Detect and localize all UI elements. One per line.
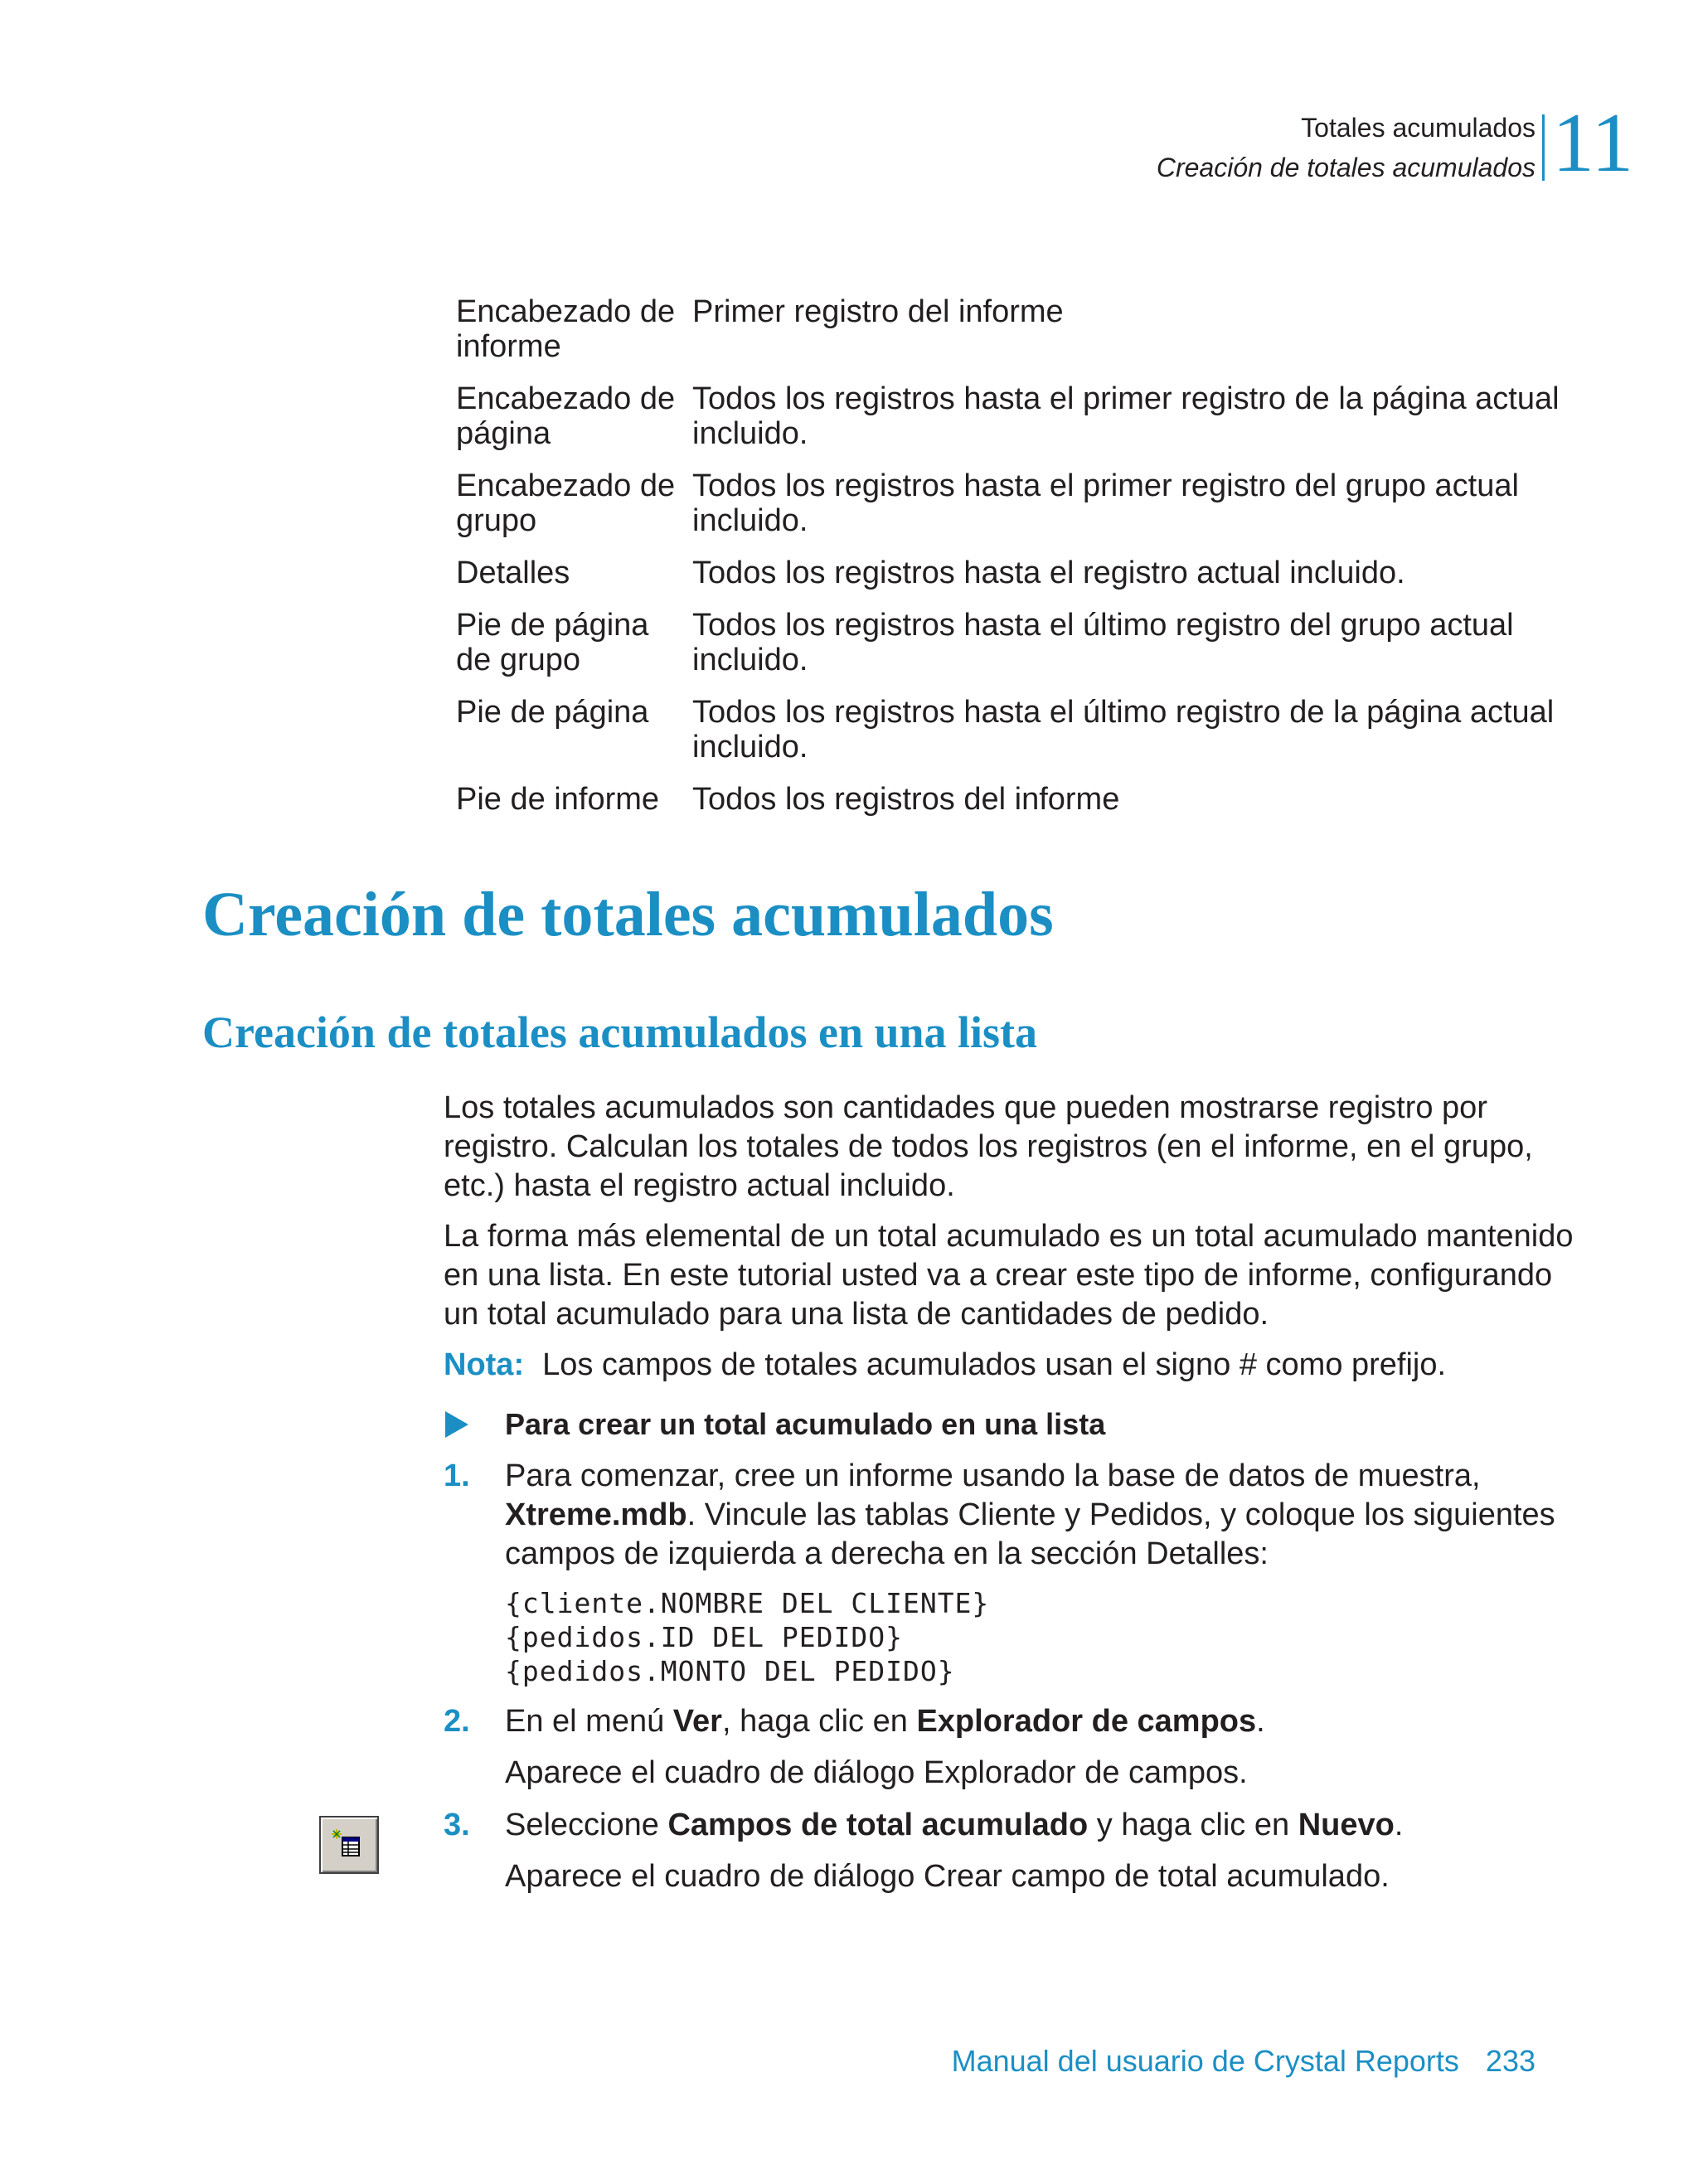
code-line: {pedidos.ID DEL PEDIDO}	[505, 1621, 903, 1653]
field-list-code	[505, 1586, 989, 1688]
table-row	[456, 468, 1584, 538]
table-cell-section: Pie de página	[456, 695, 649, 730]
step-result: Aparece el cuadro de diálogo Explorador de campos.	[505, 1755, 1248, 1790]
new-running-total-icon-graphic	[321, 1818, 377, 1872]
step-result: Aparece el cuadro de diálogo Crear campo de total acumulado.	[505, 1859, 1390, 1894]
header-divider	[1542, 114, 1545, 181]
step-text-part: , haga clic en	[721, 1704, 917, 1739]
table-cell-records: Todos los registros hasta el registro actual incluido.	[692, 556, 1405, 590]
step-text-part: En el menú	[505, 1704, 673, 1739]
page-footer	[952, 2042, 1535, 2080]
step-number: 3.	[444, 1808, 470, 1842]
database-name: Xtreme.mdb	[505, 1497, 687, 1532]
note-text: Los campos de totales acumulados usan el signo # como prefijo.	[542, 1347, 1447, 1382]
section-records-table	[456, 294, 1584, 834]
step-text-part: .	[1394, 1808, 1404, 1842]
note-label: Nota:	[444, 1347, 525, 1382]
table-cell-records: Todos los registros hasta el primer registro de la página actual incluido.	[692, 381, 1560, 451]
table-cell-section: Detalles	[456, 556, 570, 590]
step-text	[505, 1806, 1588, 1845]
step-text-part: .	[1256, 1704, 1265, 1739]
intro-paragraph: Los totales acumulados son cantidades que pueden mostrarse registro por registro. Calculan los totales de todos los registros (en el informe, en el grupo, etc.) hasta el registro actual incluido.	[444, 1090, 1533, 1203]
table-row	[456, 556, 1584, 590]
command-name: Explorador de campos	[916, 1704, 1257, 1739]
step-text-part: Seleccione	[505, 1808, 668, 1842]
table-cell-records: Todos los registros del informe	[692, 782, 1120, 817]
table-cell-records: Todos los registros hasta el último registro del grupo actual incluido.	[692, 608, 1514, 677]
table-cell-section: Encabezado de informe	[456, 294, 676, 364]
table-row	[456, 695, 1584, 764]
table-cell-records: Todos los registros hasta el primer registro del grupo actual incluido.	[692, 468, 1519, 538]
triangle-bullet-icon	[445, 1411, 468, 1438]
section-heading: Creación de totales acumulados	[202, 880, 1054, 949]
table-row	[456, 294, 1584, 364]
command-name: Nuevo	[1298, 1808, 1395, 1842]
subsection-heading: Creación de totales acumulados en una lista	[202, 1007, 1038, 1057]
table-cell-section: Pie de informe	[456, 782, 660, 817]
manual-title: Manual del usuario de Crystal Reports	[951, 2044, 1459, 2078]
new-running-total-icon	[319, 1816, 379, 1874]
step-text-part: . Vincule las tablas Cliente y Pedidos, y coloque los siguientes campos de izquierda a derecha en la sección Detalles:	[505, 1497, 1555, 1571]
table-cell-section: Encabezado de grupo	[456, 468, 676, 538]
chapter-number: 11	[1552, 96, 1634, 190]
table-row	[456, 381, 1584, 451]
step-3	[444, 1806, 1588, 1845]
menu-name: Ver	[672, 1704, 722, 1739]
table-row	[456, 608, 1584, 677]
note	[444, 1346, 1588, 1385]
table-cell-records: Todos los registros hasta el último registro de la página actual incluido.	[692, 695, 1555, 764]
step-text	[505, 1457, 1588, 1574]
table-cell-section: Pie de página de grupo	[456, 608, 649, 677]
tutorial-paragraph: La forma más elemental de un total acumulado es un total acumulado mantenido en una lista. En este tutorial usted va a crear este tipo de informe, configurando un total acumulado para una lista de cantidades de pedido.	[444, 1219, 1574, 1332]
field-category-name: Campos de total acumulado	[667, 1808, 1089, 1842]
table-cell-section: Encabezado de página	[456, 381, 676, 451]
step-number: 1.	[444, 1458, 470, 1493]
step-1	[444, 1457, 1588, 1574]
step-text	[505, 1702, 1588, 1741]
running-header-chapter: Totales acumulados	[1301, 113, 1535, 143]
step-number: 2.	[444, 1704, 470, 1739]
step-2	[444, 1702, 1588, 1741]
code-line: {pedidos.MONTO DEL PEDIDO}	[505, 1655, 955, 1687]
running-header-section: Creación de totales acumulados	[1156, 153, 1535, 182]
step-text-part: y haga clic en	[1088, 1808, 1298, 1842]
step-text-part: Para comenzar, cree un informe usando la base de datos de muestra,	[505, 1458, 1481, 1493]
table-row	[456, 782, 1584, 817]
table-cell-records: Primer registro del informe	[692, 294, 1064, 329]
page-number: 233	[1485, 2044, 1535, 2078]
procedure-title: Para crear un total acumulado en una lista	[505, 1407, 1106, 1441]
procedure-heading	[444, 1405, 1588, 1444]
code-line: {cliente.NOMBRE DEL CLIENTE}	[505, 1587, 990, 1619]
